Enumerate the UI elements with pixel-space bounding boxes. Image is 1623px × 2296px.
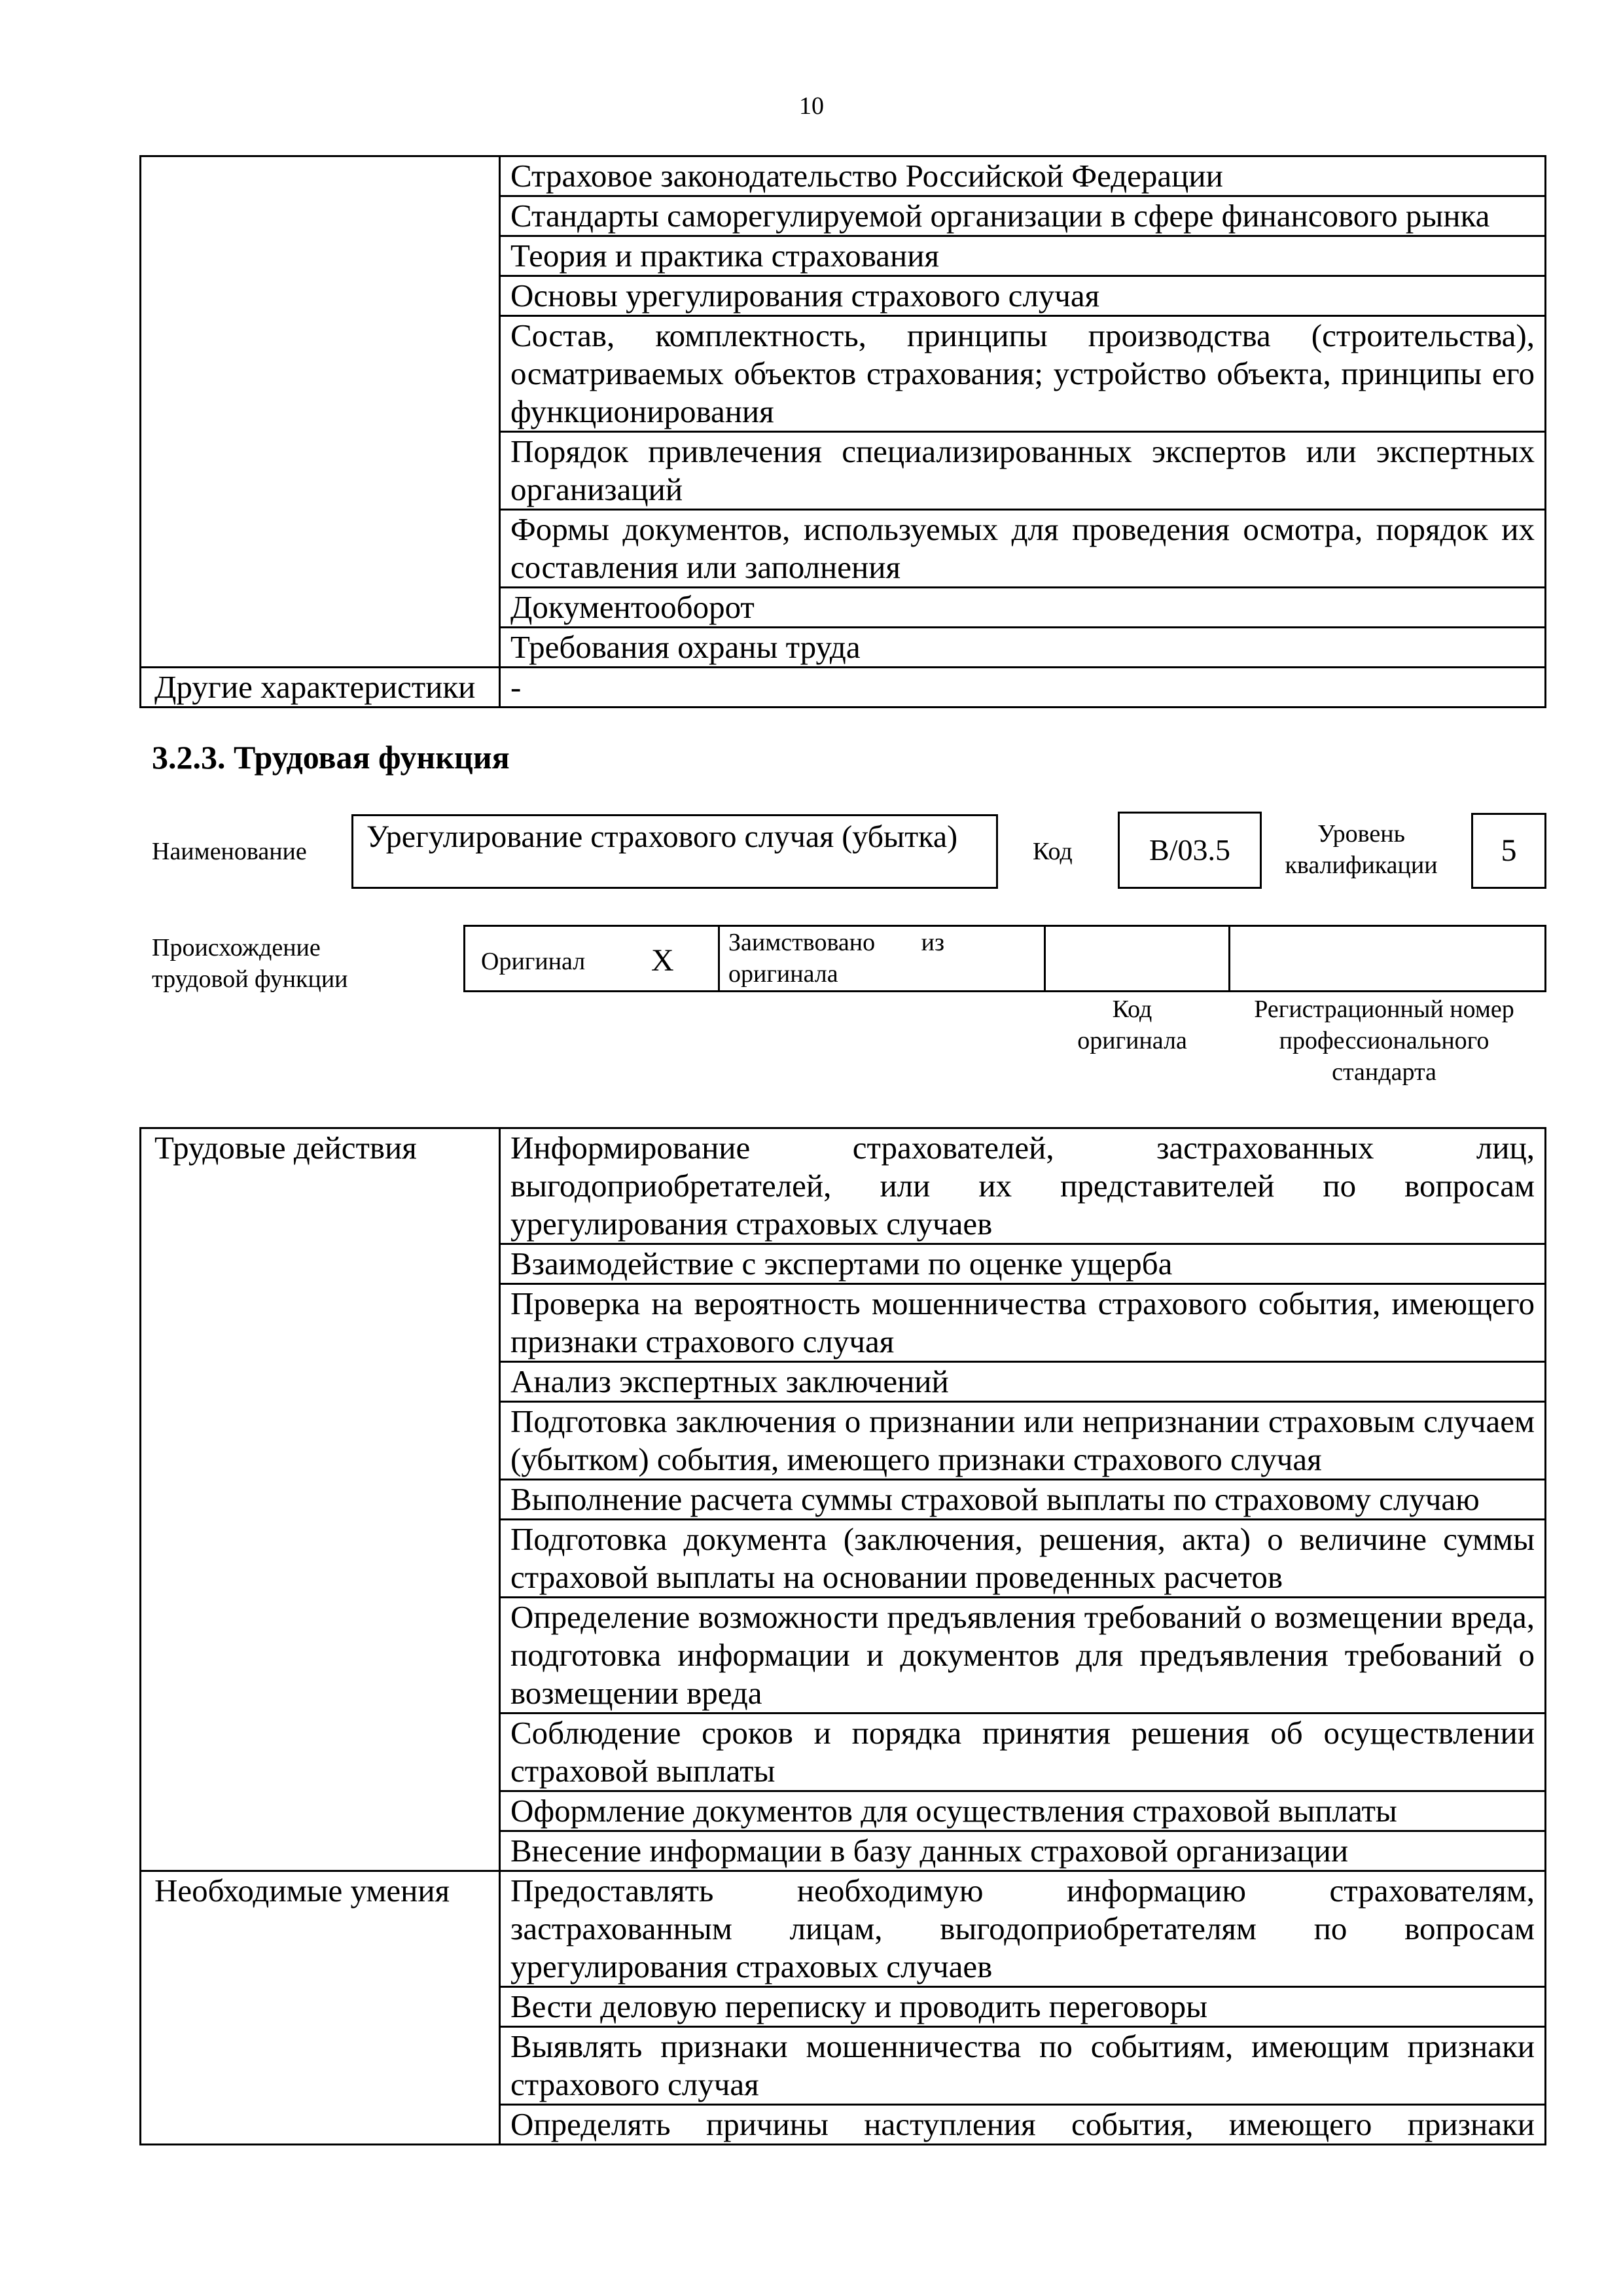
other-characteristics-value: - (500, 668, 1546, 708)
code-value-box (1118, 812, 1262, 889)
level-value-box (1471, 813, 1546, 889)
origin-label: Происхождение трудовой функции (152, 934, 348, 993)
original-label: Оригинал (481, 948, 586, 975)
original-mark: X (651, 943, 674, 978)
borrowed-label: Заимствовано из оригинала (728, 929, 944, 988)
reg-number-caption: Регистрационный номер профессионального стандарта (1254, 996, 1514, 1086)
table-row: Определять причины наступления события, имеющего признаки (500, 2105, 1546, 2145)
section-heading: 3.2.3. Трудовая функция (152, 739, 510, 776)
table-row: Выполнение расчета суммы страховой выплаты по страховому случаю (500, 1480, 1546, 1520)
table-row: Страховое законодательство Российской Федерации (500, 156, 1546, 196)
required-skills-label: Необходимые умения (141, 1871, 500, 2145)
table-row: Предоставлять необходимую информацию страхователям, застрахованным лицам, выгодоприобретателям по вопросам урегулирования страховых случаев (500, 1871, 1546, 1987)
divider (1228, 927, 1230, 990)
table-row: Основы урегулирования страхового случая (500, 276, 1546, 316)
code-original-caption: Код оригинала (1077, 996, 1187, 1054)
name-value-box (351, 814, 998, 889)
level-label: Уровень квалификации (1285, 820, 1438, 879)
table-row: Анализ экспертных заключений (500, 1362, 1546, 1402)
labor-actions-label: Трудовые действия (141, 1128, 500, 1871)
knowledge-label-cell (141, 156, 500, 668)
table-row: Информирование страхователей, застрахованных лиц, выгодоприобретателей, или их представителей по вопросам урегулирования страховых случаев (500, 1128, 1546, 1244)
name-label: Наименование (152, 838, 307, 865)
table-row: Документооборот (500, 588, 1546, 628)
table-row: Оформление документов для осуществления страховой выплаты (500, 1791, 1546, 1831)
table-row: Стандарты саморегулируемой организации в сфере финансового рынка (500, 196, 1546, 236)
table-row: Внесение информации в базу данных страховой организации (500, 1831, 1546, 1871)
table-row: Проверка на вероятность мошенничества страхового события, имеющего признаки страхового случая (500, 1284, 1546, 1362)
table-row: Вести деловую переписку и проводить переговоры (500, 1987, 1546, 2027)
table-row: Подготовка документа (заключения, решения, акта) о величине суммы страховой выплаты на основании проведенных расчетов (500, 1520, 1546, 1598)
labor-function-table (139, 1127, 1546, 2145)
table-row: Теория и практика страхования (500, 236, 1546, 276)
divider (718, 927, 720, 990)
level-value: 5 (1501, 833, 1517, 868)
table-row: Выявлять признаки мошенничества по событиям, имеющим признаки страхового случая (500, 2027, 1546, 2105)
knowledge-table (139, 155, 1546, 708)
origin-box (463, 925, 1546, 992)
table-row: Требования охраны труда (500, 628, 1546, 668)
table-row: Подготовка заключения о признании или непризнании страховым случаем (убытком) события, имеющего признаки страхового случая (500, 1402, 1546, 1480)
name-value: Урегулирование страхового случая (убытка) (366, 819, 958, 854)
table-row: Состав, комплектность, принципы производства (строительства), осматриваемых объектов страхования; устройство объекта, принципы его функционирования (500, 316, 1546, 432)
table-row: Определение возможности предъявления требований о возмещении вреда, подготовка информации и документов для предъявления требований о возмещении вреда (500, 1598, 1546, 1713)
page-number: 10 (799, 92, 824, 120)
code-label: Код (1033, 838, 1073, 865)
table-row: Соблюдение сроков и порядка принятия решения об осуществлении страховой выплаты (500, 1713, 1546, 1791)
table-row: Взаимодействие с экспертами по оценке ущерба (500, 1244, 1546, 1284)
other-characteristics-label: Другие характеристики (141, 668, 500, 708)
divider (1044, 927, 1046, 990)
table-row: Порядок привлечения специализированных экспертов или экспертных организаций (500, 432, 1546, 510)
table-row: Формы документов, используемых для проведения осмотра, порядок их составления или заполнения (500, 510, 1546, 588)
code-value: В/03.5 (1149, 833, 1230, 867)
